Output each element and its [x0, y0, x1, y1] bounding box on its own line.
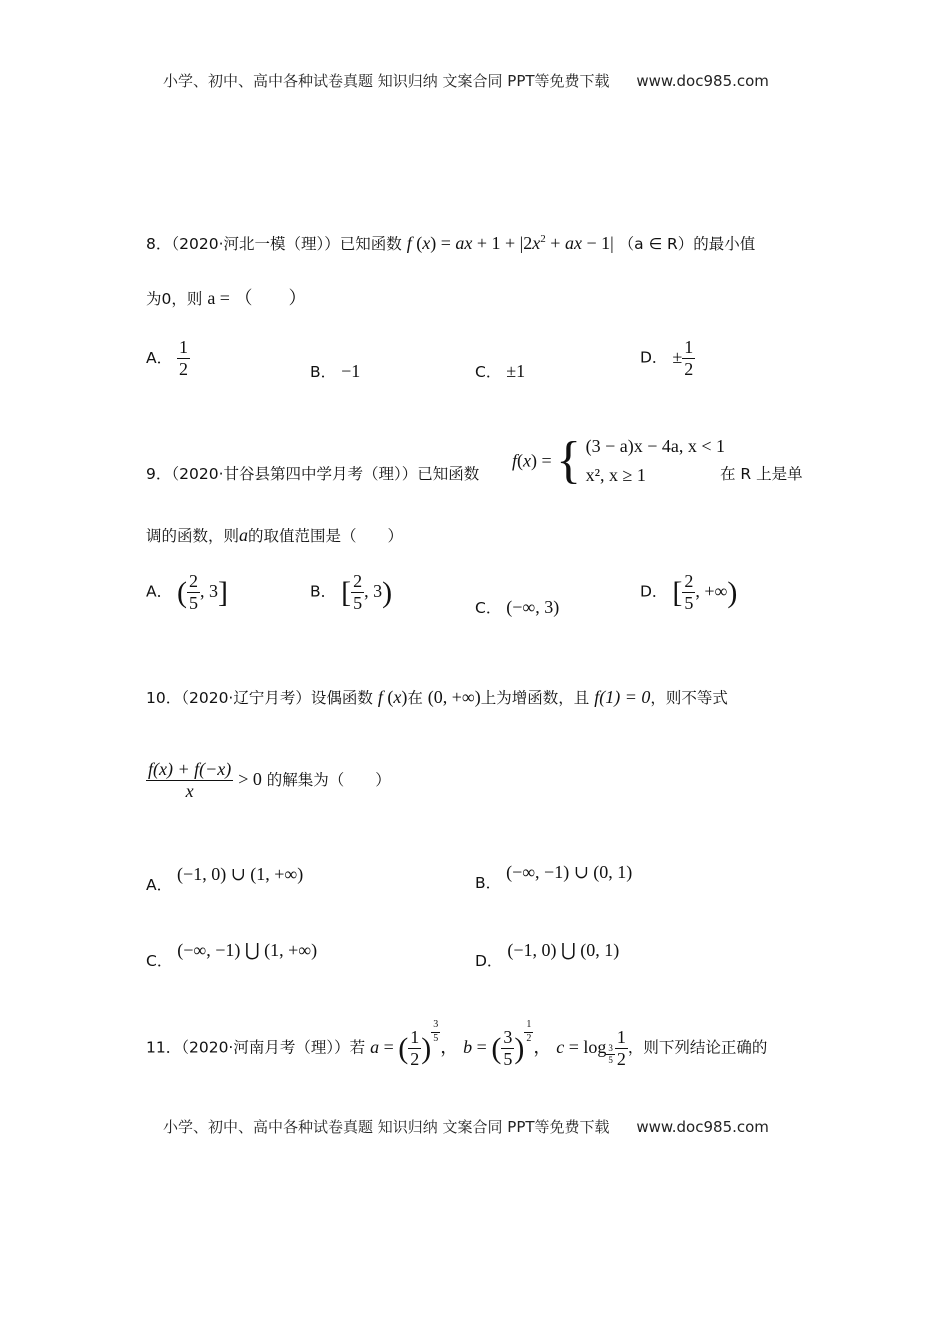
option-label: B． — [310, 582, 337, 601]
q9-option-b-value: [ $\frac{2}{5}$ , 3) — [341, 571, 393, 613]
q11-number: 11． — [146, 1038, 182, 1057]
q10-option-d-value: (−1, 0) ⋃ (0, 1) — [507, 940, 620, 960]
q10-option-c-value: (−∞, −1) ⋃ (1, +∞) — [177, 940, 318, 960]
q11-a-expression: a = ( $\frac{1}{2}$ ) $^{\frac{3}{5}}$ ， — [370, 1019, 459, 1069]
q8-option-d[interactable] — [640, 338, 695, 379]
q8-condition: （a ∈ R） — [618, 235, 694, 253]
q9-case-1: (3 − a)x − 4a, x < 1 — [585, 436, 726, 456]
q10-inequality-fraction — [146, 760, 233, 801]
q10-option-c[interactable] — [146, 940, 317, 971]
q8-function-render: f (x) = ax + $1 + |2x^2$ + ax − 1| — [406, 233, 614, 253]
page-footer — [163, 1116, 769, 1137]
q10-condition: f(1) = 0 — [594, 687, 651, 707]
q11-stem-2: ，则下列结论正确的 — [627, 1038, 768, 1057]
q10-number: 10． — [146, 689, 182, 707]
q9-option-d-value: [ $\frac{2}{5}$ , +∞) — [672, 571, 738, 613]
q9-piecewise-function: f(x) = { (3 − a)x − 4a, x < 1 x², x ≥ 1 — [512, 431, 726, 489]
question-8-line2 — [146, 284, 306, 310]
q8-source: （2020·河北一模（理）） — [171, 235, 340, 253]
header-text: 小学、初中、高中各种试卷真题 知识归纳 文案合同 PPT等免费下载 — [163, 72, 610, 90]
option-label: C． — [475, 363, 502, 381]
question-10-line1 — [146, 686, 728, 708]
q11-stem-1: 若 — [349, 1038, 366, 1057]
q9-option-c-value: (−∞, 3) — [506, 597, 560, 617]
option-label: D． — [475, 952, 503, 970]
option-label: D． — [640, 348, 668, 367]
q10-option-b[interactable] — [475, 862, 632, 893]
q8-stem-end: 的最小值 — [693, 235, 756, 253]
question-11-line1 — [146, 1020, 767, 1069]
option-label: C． — [475, 599, 502, 617]
q10-interval: (0, +∞) — [427, 687, 481, 707]
q9-case-2: x², x ≥ 1 — [585, 464, 646, 485]
q8-line2: 为0，则 — [146, 290, 203, 308]
q10-stem-4: ，则不等式 — [650, 689, 728, 707]
q9-source: （2020·甘谷县第四中学月考（理）） — [171, 465, 418, 483]
q8-number: 8． — [146, 235, 172, 253]
q9-option-a-value: ( $\frac{2}{5}$ , 3] — [177, 571, 229, 613]
footer-url[interactable]: www.doc985.com — [636, 1118, 769, 1136]
q9-option-a[interactable] — [146, 572, 228, 613]
q8-ask: a = （ ） — [207, 288, 307, 308]
page-header — [163, 70, 769, 91]
q11-source: （2020·河南月考（理）） — [181, 1038, 350, 1057]
option-label: D． — [640, 582, 668, 601]
q9-line2-a: 调的函数，则 — [146, 527, 240, 545]
q11-c-expression: c = log $_{\frac{3}{5}}$ $\frac{1}{2}$ — [556, 1027, 626, 1069]
option-label: A． — [146, 876, 173, 894]
option-label: A． — [146, 582, 173, 601]
q10-stem-5: 的解集为（ ） — [266, 770, 391, 789]
q8-option-c[interactable] — [475, 360, 525, 382]
q9-option-b[interactable] — [310, 572, 392, 613]
option-label: A． — [146, 348, 173, 367]
question-10-line2 — [146, 760, 391, 801]
q8-option-b[interactable] — [310, 360, 360, 382]
q10-inequality-denominator: x — [185, 780, 194, 801]
question-9-line2 — [146, 524, 403, 546]
option-label: B． — [475, 874, 502, 892]
option-label: C． — [146, 952, 173, 970]
q10-option-a[interactable] — [146, 864, 303, 895]
option-label: B． — [310, 363, 337, 381]
header-url[interactable]: www.doc985.com — [636, 72, 769, 90]
q11-b-expression: b = ( $\frac{3}{5}$ ) $^{\frac{1}{2}}$ ， — [463, 1019, 552, 1069]
q8-option-d-value: ± $\frac{1}{2}$ — [672, 337, 694, 379]
q10-option-d[interactable] — [475, 940, 619, 971]
q8-option-c-value: ±1 — [506, 361, 526, 381]
q9-stem-end: 在 R 上是单 — [720, 465, 803, 483]
q8-option-a-value: $\frac{1}{2}$ — [179, 337, 189, 379]
q9-number: 9． — [146, 465, 172, 483]
q10-source: （2020·辽宁月考） — [181, 689, 311, 707]
q10-fx: f (x) — [377, 687, 408, 707]
q10-stem-3: 上为增函数，且 — [480, 689, 590, 707]
q8-option-b-value: −1 — [341, 361, 361, 381]
question-8-line1 — [146, 232, 755, 254]
footer-text: 小学、初中、高中各种试卷真题 知识归纳 文案合同 PPT等免费下载 — [163, 1118, 610, 1136]
q10-inequality-rhs: > 0 — [238, 768, 262, 789]
q10-option-b-value: (−∞, −1) ∪ (0, 1) — [506, 862, 633, 882]
q9-option-c[interactable] — [475, 596, 559, 618]
q10-option-a-value: (−1, 0) ∪ (1, +∞) — [177, 864, 304, 884]
q10-inequality-numerator: f(x) + f(−x) — [148, 759, 232, 779]
q8-stem: 已知函数 — [339, 235, 402, 253]
q9-variable: a — [239, 525, 249, 545]
q9-stem: 已知函数 — [417, 465, 480, 483]
q8-option-a[interactable] — [146, 338, 190, 379]
question-9-line1 — [146, 462, 479, 484]
q10-stem-1: 设偶函数 — [310, 689, 373, 707]
q9-option-d[interactable] — [640, 572, 737, 613]
q10-stem-2: 在 — [407, 689, 423, 707]
q9-line2-b: 的取值范围是（ ） — [248, 527, 404, 545]
